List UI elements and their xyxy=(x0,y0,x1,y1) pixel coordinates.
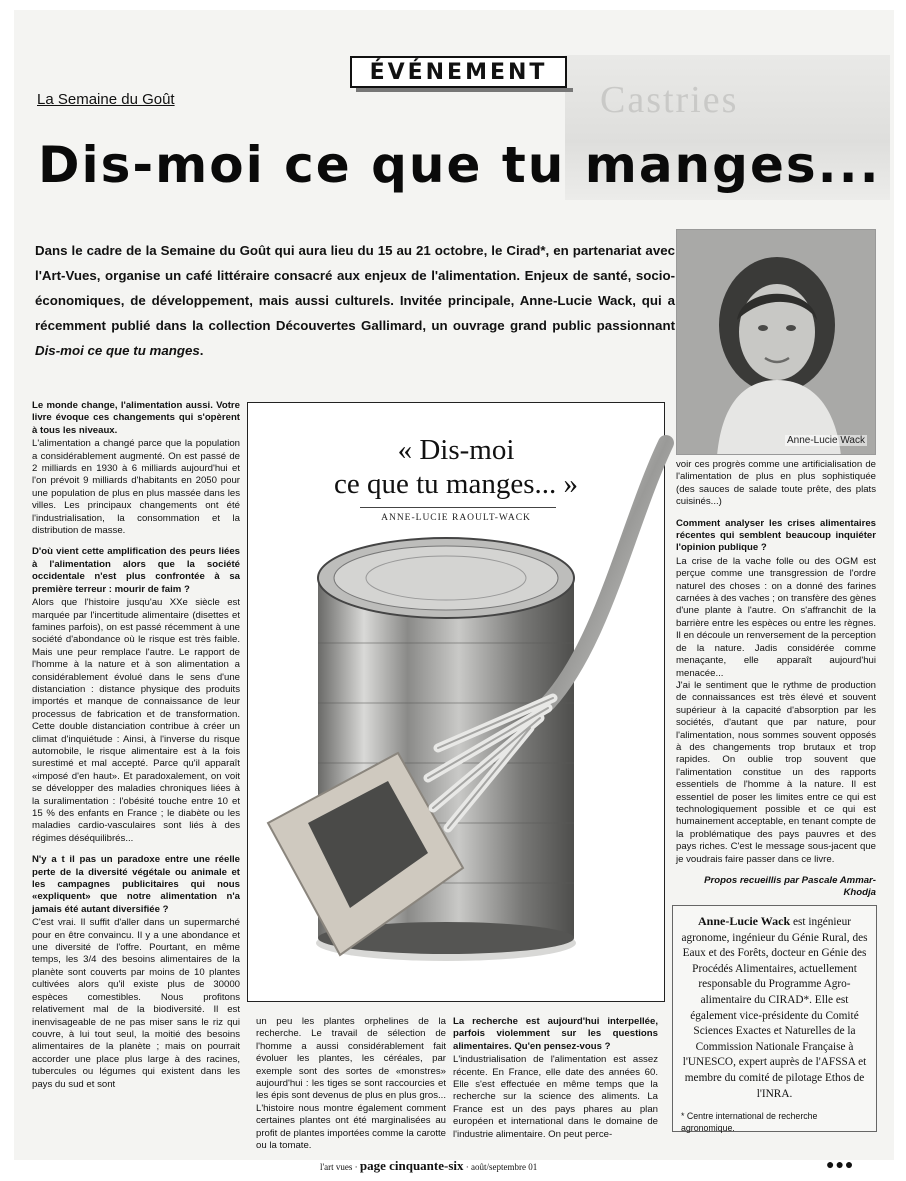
answer-2: Alors que l'histoire jusqu'au XXe siècle est marquée par l'incertitude alimentaire (disettes et famines parfois), on est passé récemment à une société d'abondance où le risque est très faible. Mais une peur remplace l'autre. Le rapport de l'homme à la nature et à son alimentation a considérablement évolué dans le sens d'une distanciation : distance physique des produits importés et manque de connaissance de leur processus de fabrication et de transformation. Cette double distanciation contribue à créer un climat d'inquiétude : Ainsi, à l'inverse du risque automobile, le risque alimentaire est à la fois surestimé et mal accepté. Parce qu'il apparaît «imposé d'en haut». Et paradoxalement, on voit se développer des maladies chroniques liées à la suralimentation : l'obésité touche entre 10 et 15 % des enfants en France ; le diabète ou les maladies cardio-vasculaires sont liés à des régimes déséquilibrés... xyxy=(32,597,240,844)
author-portrait xyxy=(676,229,876,455)
answer-4-continued: voir ces progrès comme une artificialisation de l'alimentation de plus en plus sophistiquée (des sauces de salade toute prête, des plats cuisinés...) xyxy=(676,459,876,508)
question-1: Le monde change, l'alimentation aussi. Votre livre évoque ces changements qui s'opèrent à tous les niveaux. xyxy=(32,400,240,436)
bio-text: est ingénieur agronome, ingénieur du Génie Rural, des Eaux et des Forêts, docteur en Génie des Procédés Alimentaires, actuellement responsable du Programme Agro-alimentaire du CIRAD*. Elle est également vice-présidente du Comité Sciences Exactes et Naturelles de la Commission Nationale Française à l'UNESCO, expert auprès de l'AFSSA et membre du comité de pilotage Ethos de l'INRA. xyxy=(681,916,868,1100)
question-5: Comment analyser les crises alimentaires récentes qui semblent beaucoup inquiéter l'opinion publique ? xyxy=(676,517,876,554)
intro-lead: Dans le cadre de la Semaine du Goût qui aura lieu du 15 au 21 octobre, le Cirad*, en partenariat avec l'Art-Vues, organise un café littéraire consacré aux enjeux de l'alimentation. Enjeux de santé, socio-économiques, de développement, mais aussi culturels. Invitée principale, Anne-Lucie Wack, qui a récemment publié dans la collection Découvertes Gallimard, un ouvrage grand public passionnant xyxy=(35,243,675,333)
footer-publication: l'art vues · xyxy=(320,1162,358,1172)
footer-dots: ●●● xyxy=(826,1156,855,1172)
question-3: N'y a t il pas un paradoxe entre une réelle perte de la diversité végétale ou animale et les campagnes publicitaires qui nous «expliquent» que notre alimentation n'a jamais été autant diversifiée ? xyxy=(32,854,240,915)
cover-title-line-1: « Dis-moi xyxy=(397,434,515,466)
author-bio-box xyxy=(672,905,877,1132)
answer-1: L'alimentation a changé parce que la population a considérablement augmenté. On est passé de 2 milliards en 1930 à 6 milliards aujourd'hui et l'on prévoit 9 milliards d'habitants en 2050 pour une population de plus en plus massée dans les villes. Les principaux changements ont été l'industrialisation, la consommation et la distribution de masse. xyxy=(32,438,240,537)
footer-page-number: page cinquante-six xyxy=(359,1158,464,1173)
background-photo-text: Castries xyxy=(600,79,739,121)
answer-4: L'industrialisation de l'alimentation est assez récente. En France, elle date des années 60. Elle s'est effectuée en même temps que la recherche sur la science des aliments. La France est un des pays phares au plan européen et international dans le domaine de l'industrie alimentaire. On peut perce- xyxy=(453,1054,658,1140)
portrait-caption: Anne-Lucie Wack xyxy=(787,435,865,446)
bio-name: Anne-Lucie Wack xyxy=(698,914,791,928)
bio-paragraph xyxy=(681,914,868,1102)
intro-paragraph xyxy=(35,238,675,363)
article-column-2 xyxy=(256,1016,446,1161)
answer-5-part-1: La crise de la vache folle ou des OGM est perçue comme une transgression de l'ordre naturel des choses : on a donné des farines carnées à des vaches ; on transfère des gènes d'une plante à l'autre. On s'affranchit de la barrière entre les espèces ou entre les règnes. Il en découle un renversement de la perception de la nature. Jadis considérée comme menaçante, elle apparaît aujourd'hui menacée... xyxy=(676,555,876,679)
article-column-3 xyxy=(453,1016,658,1150)
question-4: La recherche est aujourd'hui interpellée, parfois violemment sur les questions alimentaires. Qu'en pensez-vous ? xyxy=(453,1016,658,1052)
bio-footnote: * Centre international de recherche agronomique. xyxy=(681,1111,818,1134)
intro-end: . xyxy=(199,343,204,358)
article-column-1 xyxy=(32,400,240,1100)
rubric-link[interactable]: La Semaine du Goût xyxy=(37,91,175,108)
answer-5-part-2: J'ai le sentiment que le rythme de production de connaissances est très élevé et souvent supérieur à la capacité d'absorption par les sociétés, d'autant que par nature, pour l'alimentation, nous sommes souvent opposés à des changements trop brutaux et trop rapides. On oublie trop souvent que l'alimentation constitue un des rapports essentiels de l'homme à la nature. Il est essentiel de poser les limites entre ce qui est technologiquement possible et ce qui est humainement acceptable, en tenant compte de la problématique des pays pauvres et des pays riches. C'est le message sous-jacent que je voudrais faire passer dans ce livre. xyxy=(676,679,877,865)
answer-3-continued: un peu les plantes orphelines de la recherche. Le travail de sélection de l'homme a aussi considérablement fait évoluer les plantes, les céréales, par exemple sont des sortes de «monstres» aujourd'hui : les tiges se sont raccourcies et les épis sont devenus de plus en plus gros... L'histoire nous montre également comment certaines plantes ont été marginalisées au profit de plantes importées comme la carotte ou la tomate. xyxy=(256,1016,446,1152)
page-footer xyxy=(320,1158,600,1174)
page-title: Dis-moi ce que tu manges... xyxy=(38,136,881,194)
intro-book-title: Dis-moi ce que tu manges xyxy=(35,343,200,358)
answer-3: C'est vrai. Il suffit d'aller dans un supermarché pour en être convaincu. Il y a une abondance et une diversité de l'offre. Pourtant, en même temps, les 3/4 des besoins alimentaires de la planète sont couverts par moins de 10 plantes cultivées alors qu'il existe plus de 30000 espèces comestibles. Nous profitons relativement mal de la biodiversité. Il est inenvisageable de ne pas miser sans le riz qui couvre, à lui tout seul, la moitié des besoins alimentaires de la planète ; mais on pourrait accorder une place plus large à des racines, tubercules ou légumes qui existent dans les pays du sud et sont xyxy=(32,917,240,1090)
article-column-4 xyxy=(676,459,876,909)
question-2: D'où vient cette amplification des peurs liées à l'alimentation alors que la société occidentale n'est plus confrontée à sa première terreur : mourir de faim ? xyxy=(32,546,240,595)
section-label-box xyxy=(350,56,567,88)
cover-title-line-2: ce que tu manges... » xyxy=(333,468,578,500)
cover-title xyxy=(248,433,664,501)
book-cover-figure xyxy=(247,402,665,1002)
cover-divider xyxy=(360,507,556,508)
section-label: ÉVÉNEMENT xyxy=(369,59,548,85)
cover-author: ANNE-LUCIE RAOULT-WACK xyxy=(381,513,531,523)
footer-issue: · août/septembre 01 xyxy=(465,1162,538,1172)
interview-credit: Propos recueillis par Pascale Ammar-Khodja xyxy=(704,875,876,899)
portrait-illustration xyxy=(677,230,876,455)
